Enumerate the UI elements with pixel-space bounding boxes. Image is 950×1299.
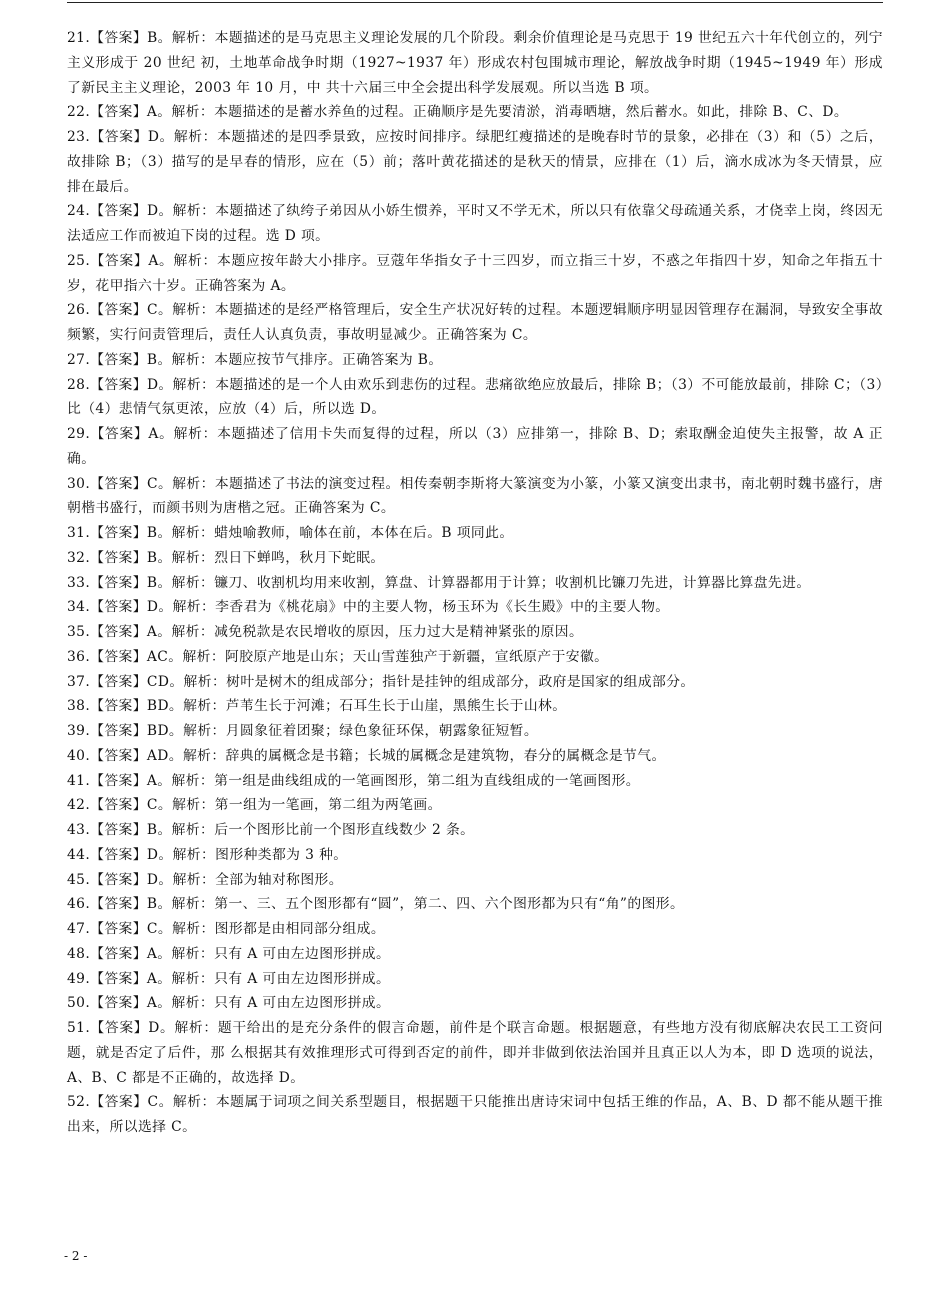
answer-item-28: 28.【答案】D。解析：本题描述的是一个人由欢乐到悲伤的过程。悲痛欲绝应放最后，排除 B；（3）不可能放最前，排除 C；（3）比（4）悲情气氛更浓，应放（4）后，所以选 D。 <box>67 376 883 418</box>
answer-item-38: 38.【答案】BD。解析：芦苇生长于河滩；石耳生长于山崖，黑熊生长于山林。 <box>67 698 567 715</box>
answer-item-50: 50.【答案】A。解析：只有 A 可由左边图形拼成。 <box>67 995 391 1012</box>
answer-item-39: 39.【答案】BD。解析：月圆象征着团聚；绿色象征环保，朝露象征短暂。 <box>67 723 539 739</box>
answer-item-44: 44.【答案】D。解析：图形种类都为 3 种。 <box>67 846 348 863</box>
answer-item-27: 27.【答案】B。解析：本题应按节气排序。正确答案为 B。 <box>67 351 443 368</box>
answer-item-26: 26.【答案】C。解析：本题描述的是经严格管理后，安全生产状况好转的过程。本题逻辑顺序明显因管理存在漏洞，导致安全事故频繁，实行问责管理后，责任人认真负责，事故明显减少。正确答案为 C。 <box>67 302 883 343</box>
answer-item-45: 45.【答案】D。解析：全部为轴对称图形。 <box>67 871 343 888</box>
header-rule <box>67 2 883 3</box>
answer-item-40: 40.【答案】AD。解析：辞典的属概念是书籍；长城的属概念是建筑物，春分的属概念是节气。 <box>67 747 666 764</box>
answer-item-42: 42.【答案】C。解析：第一组为一笔画，第二组为两笔画。 <box>67 797 442 814</box>
answer-item-22: 22.【答案】A。解析：本题描述的是蓄水养鱼的过程。正确顺序是先要清淤，消毒晒塘，然后蓄水。如此，排除 B、C、D。 <box>67 104 849 121</box>
answer-item-35: 35.【答案】A。解析：减免税款是农民增收的原因，压力过大是精神紧张的原因。 <box>67 624 584 640</box>
answer-item-46: 46.【答案】B。解析：第一、三、五个图形都有“圆”，第二、四、六个图形都为只有“角”的图形。 <box>67 896 685 913</box>
answer-item-32: 32.【答案】B。解析：烈日下蝉鸣，秋月下蛇眠。 <box>67 549 385 566</box>
answer-item-43: 43.【答案】B。解析：后一个图形比前一个图形直线数少 2 条。 <box>67 822 475 838</box>
answer-item-30: 30.【答案】C。解析：本题描述了书法的演变过程。相传秦朝李斯将大篆演变为小篆，小篆又演变出隶书，南北朝时魏书盛行，唐朝楷书盛行，而颜书则为唐楷之冠。正确答案为 C。 <box>67 475 883 517</box>
answer-item-51: 51.【答案】D。解析：题干给出的是充分条件的假言命题，前件是个联言命题。根据题意，有些地方没有彻底解决农民工工资问题，就是否定了后件，那 么根据其有效推理形式可得到否定的前件，即并非做到依法治国并且真正以人为本，即 D 选项的说法，A、B、C 都是不正确的，故选择 D。 <box>67 1020 883 1086</box>
answer-item-21: 21.【答案】B。解析：本题描述的是马克思主义理论发展的几个阶段。剩余价值理论是马克思于 19 世纪五六十年代创立的，列宁主义形成于 20 世纪 初，土地革命战争时期（1927~1937 年）形成农村包围城市理论，解放战争时期（1945~1949 年）形成了新民主主义理论，2003 年 10 月，中 共十六届三中全会提出科学发展观。所以当选 B 项。 <box>67 30 883 96</box>
answer-item-52: 52.【答案】C。解析：本题属于词项之间关系型题目，根据题干只能推出唐诗宋词中包括王维的作品，A、B、D 都不能从题干推出来，所以选择 C。 <box>67 1094 883 1135</box>
page-number: - 2 - <box>64 1249 88 1263</box>
answer-item-34: 34.【答案】D。解析：李香君为《桃花扇》中的主要人物，杨玉环为《长生殿》中的主要人物。 <box>67 599 670 616</box>
answer-item-29: 29.【答案】A。解析：本题描述了信用卡失而复得的过程，所以（3）应排第一，排除 B、D；索取酬金迫使失主报警，故 A 正确。 <box>67 426 883 467</box>
answer-list <box>67 26 883 1140</box>
answer-item-31: 31.【答案】B。解析：蜡烛喻教师，喻体在前，本体在后。B 项同此。 <box>67 525 514 541</box>
answer-item-41: 41.【答案】A。解析：第一组是曲线组成的一笔画图形，第二组为直线组成的一笔画图形。 <box>67 772 640 789</box>
answer-item-36: 36.【答案】AC。解析：阿胶原产地是山东；天山雪莲独产于新疆，宣纸原产于安徽。 <box>67 648 609 665</box>
answer-item-24: 24.【答案】D。解析：本题描述了纨绔子弟因从小娇生惯养，平时又不学无术，所以只有依靠父母疏通关系，才侥幸上岗，终因无法适应工作而被迫下岗的过程。选 D 项。 <box>67 203 883 244</box>
answer-item-33: 33.【答案】B。解析：镰刀、收割机均用来收割，算盘、计算器都用于计算；收割机比镰刀先进，计算器比算盘先进。 <box>67 574 811 591</box>
answer-item-48: 48.【答案】A。解析：只有 A 可由左边图形拼成。 <box>67 945 391 962</box>
answer-item-23: 23.【答案】D。解析：本题描述的是四季景致，应按时间排序。绿肥红瘦描述的是晚春时节的景象，必排在（3）和（5）之后，故排除 B；（3）描写的是早春的情形，应在（5）前；落叶黄花描述的是秋天的情景，应排在（1）后，滴水成冰为冬天情景，应排在最后。 <box>67 129 883 195</box>
answer-item-49: 49.【答案】A。解析：只有 A 可由左边图形拼成。 <box>67 970 391 987</box>
answer-item-25: 25.【答案】A。解析：本题应按年龄大小排序。豆蔻年华指女子十三四岁，而立指三十岁，不惑之年指四十岁，知命之年指五十岁，花甲指六十岁。正确答案为 A。 <box>67 252 883 294</box>
answer-item-37: 37.【答案】CD。解析：树叶是树木的组成部分；指针是挂钟的组成部分，政府是国家的组成部分。 <box>67 673 695 690</box>
answer-item-47: 47.【答案】C。解析：图形都是由相同部分组成。 <box>67 921 386 937</box>
